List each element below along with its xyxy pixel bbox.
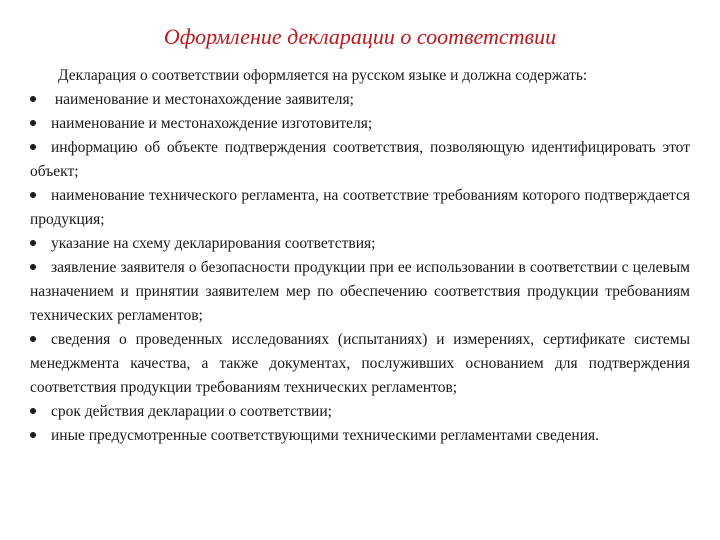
list-item-text: указание на схему декларирования соответствия; xyxy=(51,235,376,252)
bullet-icon xyxy=(30,432,36,438)
list-item xyxy=(30,112,690,136)
slide-title: Оформление декларации о соответствии xyxy=(163,24,557,49)
bullet-icon xyxy=(30,144,36,150)
bullet-icon xyxy=(30,408,36,414)
bullet-icon xyxy=(30,120,36,126)
list-item xyxy=(30,400,690,424)
list-item xyxy=(30,256,690,328)
list-item-text: иные предусмотренные соответствующими техническими регламентами сведения. xyxy=(51,427,599,444)
list-item-text: информацию об объекте подтверждения соответствия, позволяющую идентифицировать этот объект; xyxy=(30,139,690,180)
bullet-icon xyxy=(30,264,36,270)
list-item-text: срок действия декларации о соответствии; xyxy=(51,403,332,420)
list-item xyxy=(30,184,690,232)
bullet-icon xyxy=(30,192,36,198)
bullet-icon xyxy=(30,240,36,246)
bullet-icon xyxy=(30,96,36,102)
list-item-text: заявление заявителя о безопасности продукции при ее использовании в соответствии с целевым назначением и принятии заявителем мер по обеспечению соответствия продукции требованиям технических регламентов; xyxy=(30,259,690,324)
list-item-text: наименование и местонахождение заявителя; xyxy=(51,91,354,108)
list-item xyxy=(30,232,690,256)
list-item xyxy=(30,88,690,112)
list-item-text: наименование и местонахождение изготовителя; xyxy=(51,115,373,132)
list-item-text: сведения о проведенных исследованиях (испытаниях) и измерениях, сертификате системы менеджмента качества, а также документах, послуживших основанием для подтверждения соответствия продукции требованиям технических регламентов; xyxy=(30,331,690,396)
list-item xyxy=(30,424,690,448)
list-item-text: наименование технического регламента, на соответствие требованиям которого подтверждается продукция; xyxy=(30,187,690,228)
list-item xyxy=(30,136,690,184)
bullet-icon xyxy=(30,336,36,342)
slide-body xyxy=(30,64,690,448)
list-item xyxy=(30,328,690,400)
intro-paragraph: Декларация о соответствии оформляется на русском языке и должна содержать: xyxy=(58,67,588,84)
requirements-list xyxy=(30,88,690,448)
